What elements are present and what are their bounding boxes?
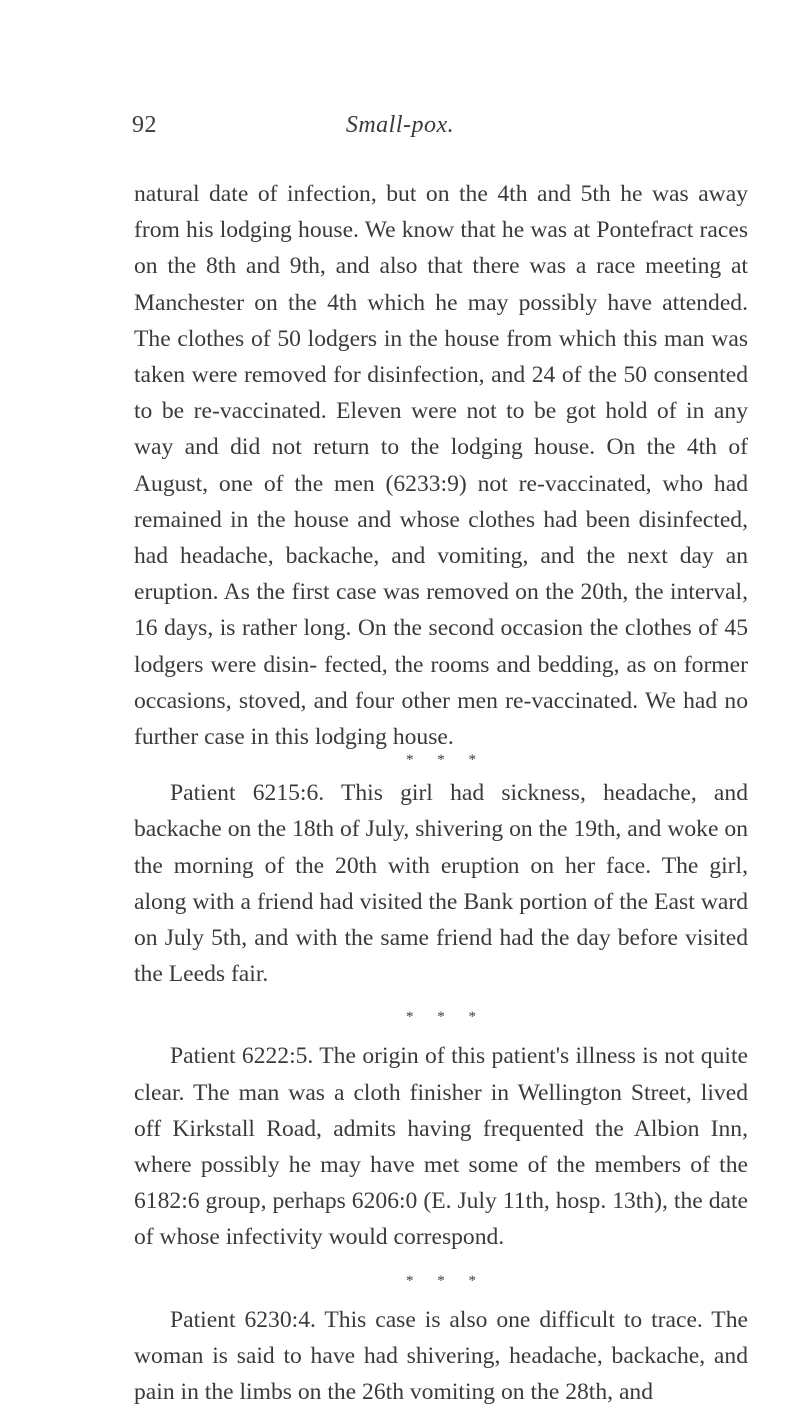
paragraph-patient-6230: Patient 6230:4. This case is also one difficult to trace. The woman is said to have had shivering, headache, backache, and pain in the limbs on the 26th vomiting on the 28th, and [134, 1306, 748, 1406]
section-separator: * * * [406, 1272, 486, 1289]
section-separator: * * * [406, 1009, 486, 1026]
running-title: Small-pox. [345, 112, 455, 138]
paragraph-lodging-house: natural date of infection, but on the 4th and 5th he was away from his lodging house. We know that he was at Pontefract races on the 8th and 9th, and also that there was a race meeting at Manchester on the 4th which he may possibly have attended. The clothes of 50 lodgers in the house from which this man was taken were removed for disinfection, and 24 of the 50 consented to be re-vaccinated. Eleven were not to be got hold of in any way and did not return to the lodging house. On the 4th of August, one of the men (6233:9) not re-vaccinated, who had remained in the house and whose clothes had been disinfected, had headache, backache, and vomiting, and the next day an eruption. As the first case was removed on the 20th, the interval, 16 days, is rather long. On the second occasion the clothes of 45 lodgers were disin- fected, the rooms and bedding, as on former occasions, stoved, and four other men re-vaccinated. We had no further case in this lodging house. [134, 181, 748, 751]
paragraph-patient-6222: Patient 6222:5. The origin of this patient's illness is not quite clear. The man was a cloth finisher in Wellington Street, lived off Kirkstall Road, admits having frequented the Albion Inn, where possibly he may have met some of the members of the 6182:6 group, perhaps 6206:0 (E. July 11th, hosp. 13th), the date of whose infectivity would correspond. [134, 1043, 748, 1251]
body-text [134, 176, 748, 1410]
page-number: 92 [132, 112, 157, 138]
section-separator: * * * [406, 752, 486, 769]
page-header [0, 112, 800, 152]
paragraph-patient-6215: Patient 6215:6. This girl had sickness, headache, and backache on the 18th of July, shivering on the 19th, and woke on the morning of the 20th with eruption on her face. The girl, along with a friend had visited the Bank portion of the East ward on July 5th, and with the same friend had the day before visited the Leeds fair. [134, 780, 748, 988]
